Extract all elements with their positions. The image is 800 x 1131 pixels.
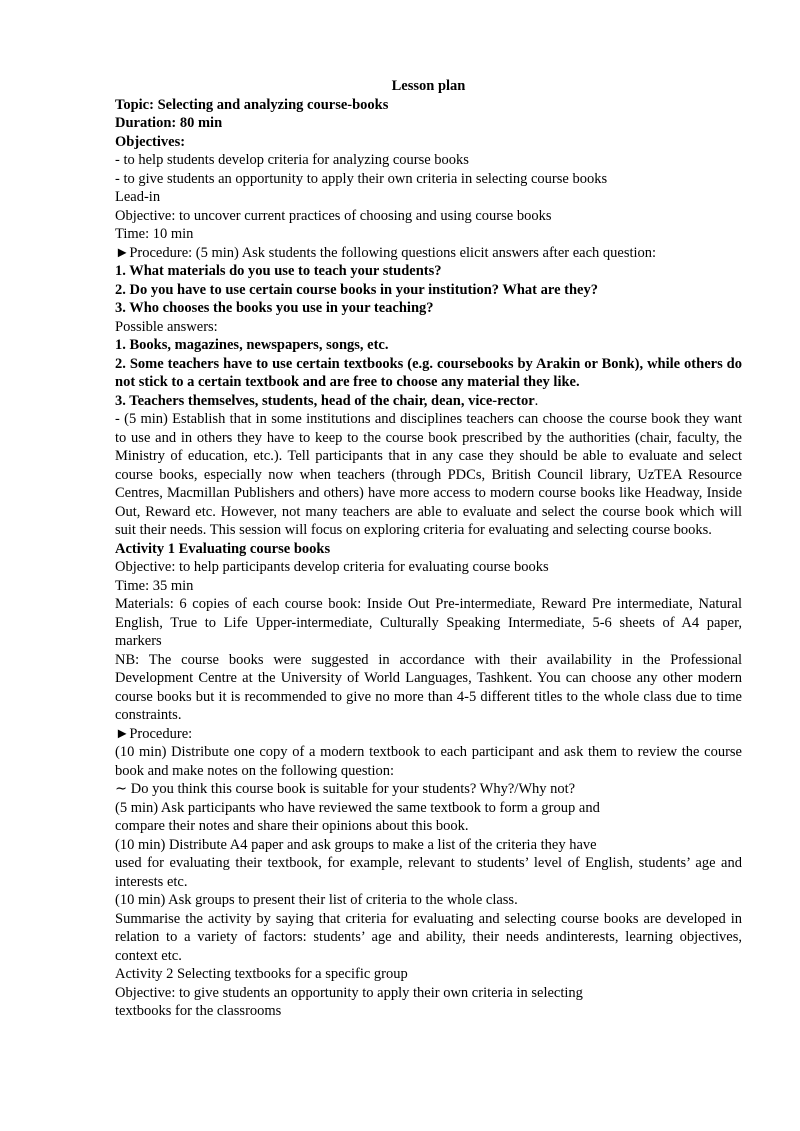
summary-paragraph: Summarise the activity by saying that criteria for evaluating and selecting course books are developed in relation to a variety of factors: students’ age and ability, their needs andinterests, learning objectives, context etc. [115,910,742,964]
procedure-step: (10 min) Ask groups to present their list of criteria to the whole class. [115,892,518,908]
objective-item: - to help students develop criteria for analyzing course books [115,152,469,168]
answer-3-text: 3. Teachers themselves, students, head of the chair, dean, vice-rector [115,392,535,409]
activity1-materials: Materials: 6 copies of each course book: Inside Out Pre-intermediate, Reward Pre intermediate, Natural English, True to Life Upper-intermediate, Culturally Speaking Intermediate, 5-6 sheets of A4 paper, markers [115,596,742,649]
establish-paragraph: - (5 min) Establish that in some institutions and disciplines teachers can choose the course book they want to use and in others they have to keep to the course book prescribed by the authorities (chair, faculty, the Ministry of education, etc.). Tell participants that in any case they should be able to evaluate and select course books, especially now when teachers (through PDCs, British Council library, UzTEA Resource Centres, Macmillan Publishers and others) have more access to modern course books like Headway, Inside Out, Reward etc. However, not many teachers are able to evaluate and select the course book which will suit their needs. This session will focus on exploring criteria for evaluating and selecting course books. [115,411,742,538]
objectives-heading: Objectives: [115,133,186,150]
leadin-time: Time: 10 min [115,226,194,242]
procedure-step: (5 min) Ask participants who have reviewed the same textbook to form a group and [115,799,600,816]
answer-item [115,392,742,411]
activity2-heading: Activity 2 Selecting textbooks for a specific group [115,966,408,982]
page-title: Lesson plan [391,78,466,94]
procedure-step: compare their notes and share their opinions about this book. [115,818,469,834]
duration-line: Duration: 80 min [115,115,223,131]
answer-3-period: . [534,392,539,409]
activity1-objective: Objective: to help participants develop criteria for evaluating course books [115,559,549,575]
activity1-nb: NB: The course books were suggested in accordance with their availability in the Professional Development Centre at the University of World Languages, Tashkent. You can choose any other modern course books but it is recommended to give no more than 4-5 different titles to the whole class due to time constraints. [115,651,742,723]
activity2-objective: Objective: to give students an opportunity to apply their own criteria in selecting [115,984,583,1001]
activity1-time: Time: 35 min [115,577,194,594]
leadin-objective: Objective: to uncover current practices of choosing and using course books [115,207,552,224]
answer-item: 1. Books, magazines, newspapers, songs, etc. [115,337,389,353]
objective-item: - to give students an opportunity to apply their own criteria in selecting course books [115,170,608,187]
procedure-step: (10 min) Distribute A4 paper and ask groups to make a list of the criteria they have [115,836,597,853]
possible-answers-heading: Possible answers: [115,318,218,335]
question-item: 2. Do you have to use certain course books in your institution? What are they? [115,281,598,298]
question-item: 3. Who chooses the books you use in your teaching? [115,300,434,316]
leadin-heading: Lead-in [115,189,161,205]
topic-line: Topic: Selecting and analyzing course-books [115,96,389,113]
activity1-procedure: ►Procedure: [115,725,193,742]
question-item: 1. What materials do you use to teach your students? [115,263,442,279]
document-page [115,77,742,1021]
leadin-procedure: ►Procedure: (5 min) Ask students the following questions elicit answers after each question: [115,244,657,261]
activity1-heading: Activity 1 Evaluating course books [115,540,331,557]
answer-item: 2. Some teachers have to use certain textbooks (e.g. coursebooks by Arakin or Bonk), while others do not stick to a certain textbook and are free to choose any material they like. [115,355,742,390]
procedure-step: used for evaluating their textbook, for example, relevant to students’ level of English, students’ age and interests etc. [115,855,742,890]
activity2-objective: textbooks for the classrooms [115,1003,282,1019]
procedure-step: (10 min) Distribute one copy of a modern textbook to each participant and ask them to review the course book and make notes on the following question: [115,744,742,779]
procedure-question: ∼ Do you think this course book is suitable for your students? Why?/Why not? [115,781,576,797]
